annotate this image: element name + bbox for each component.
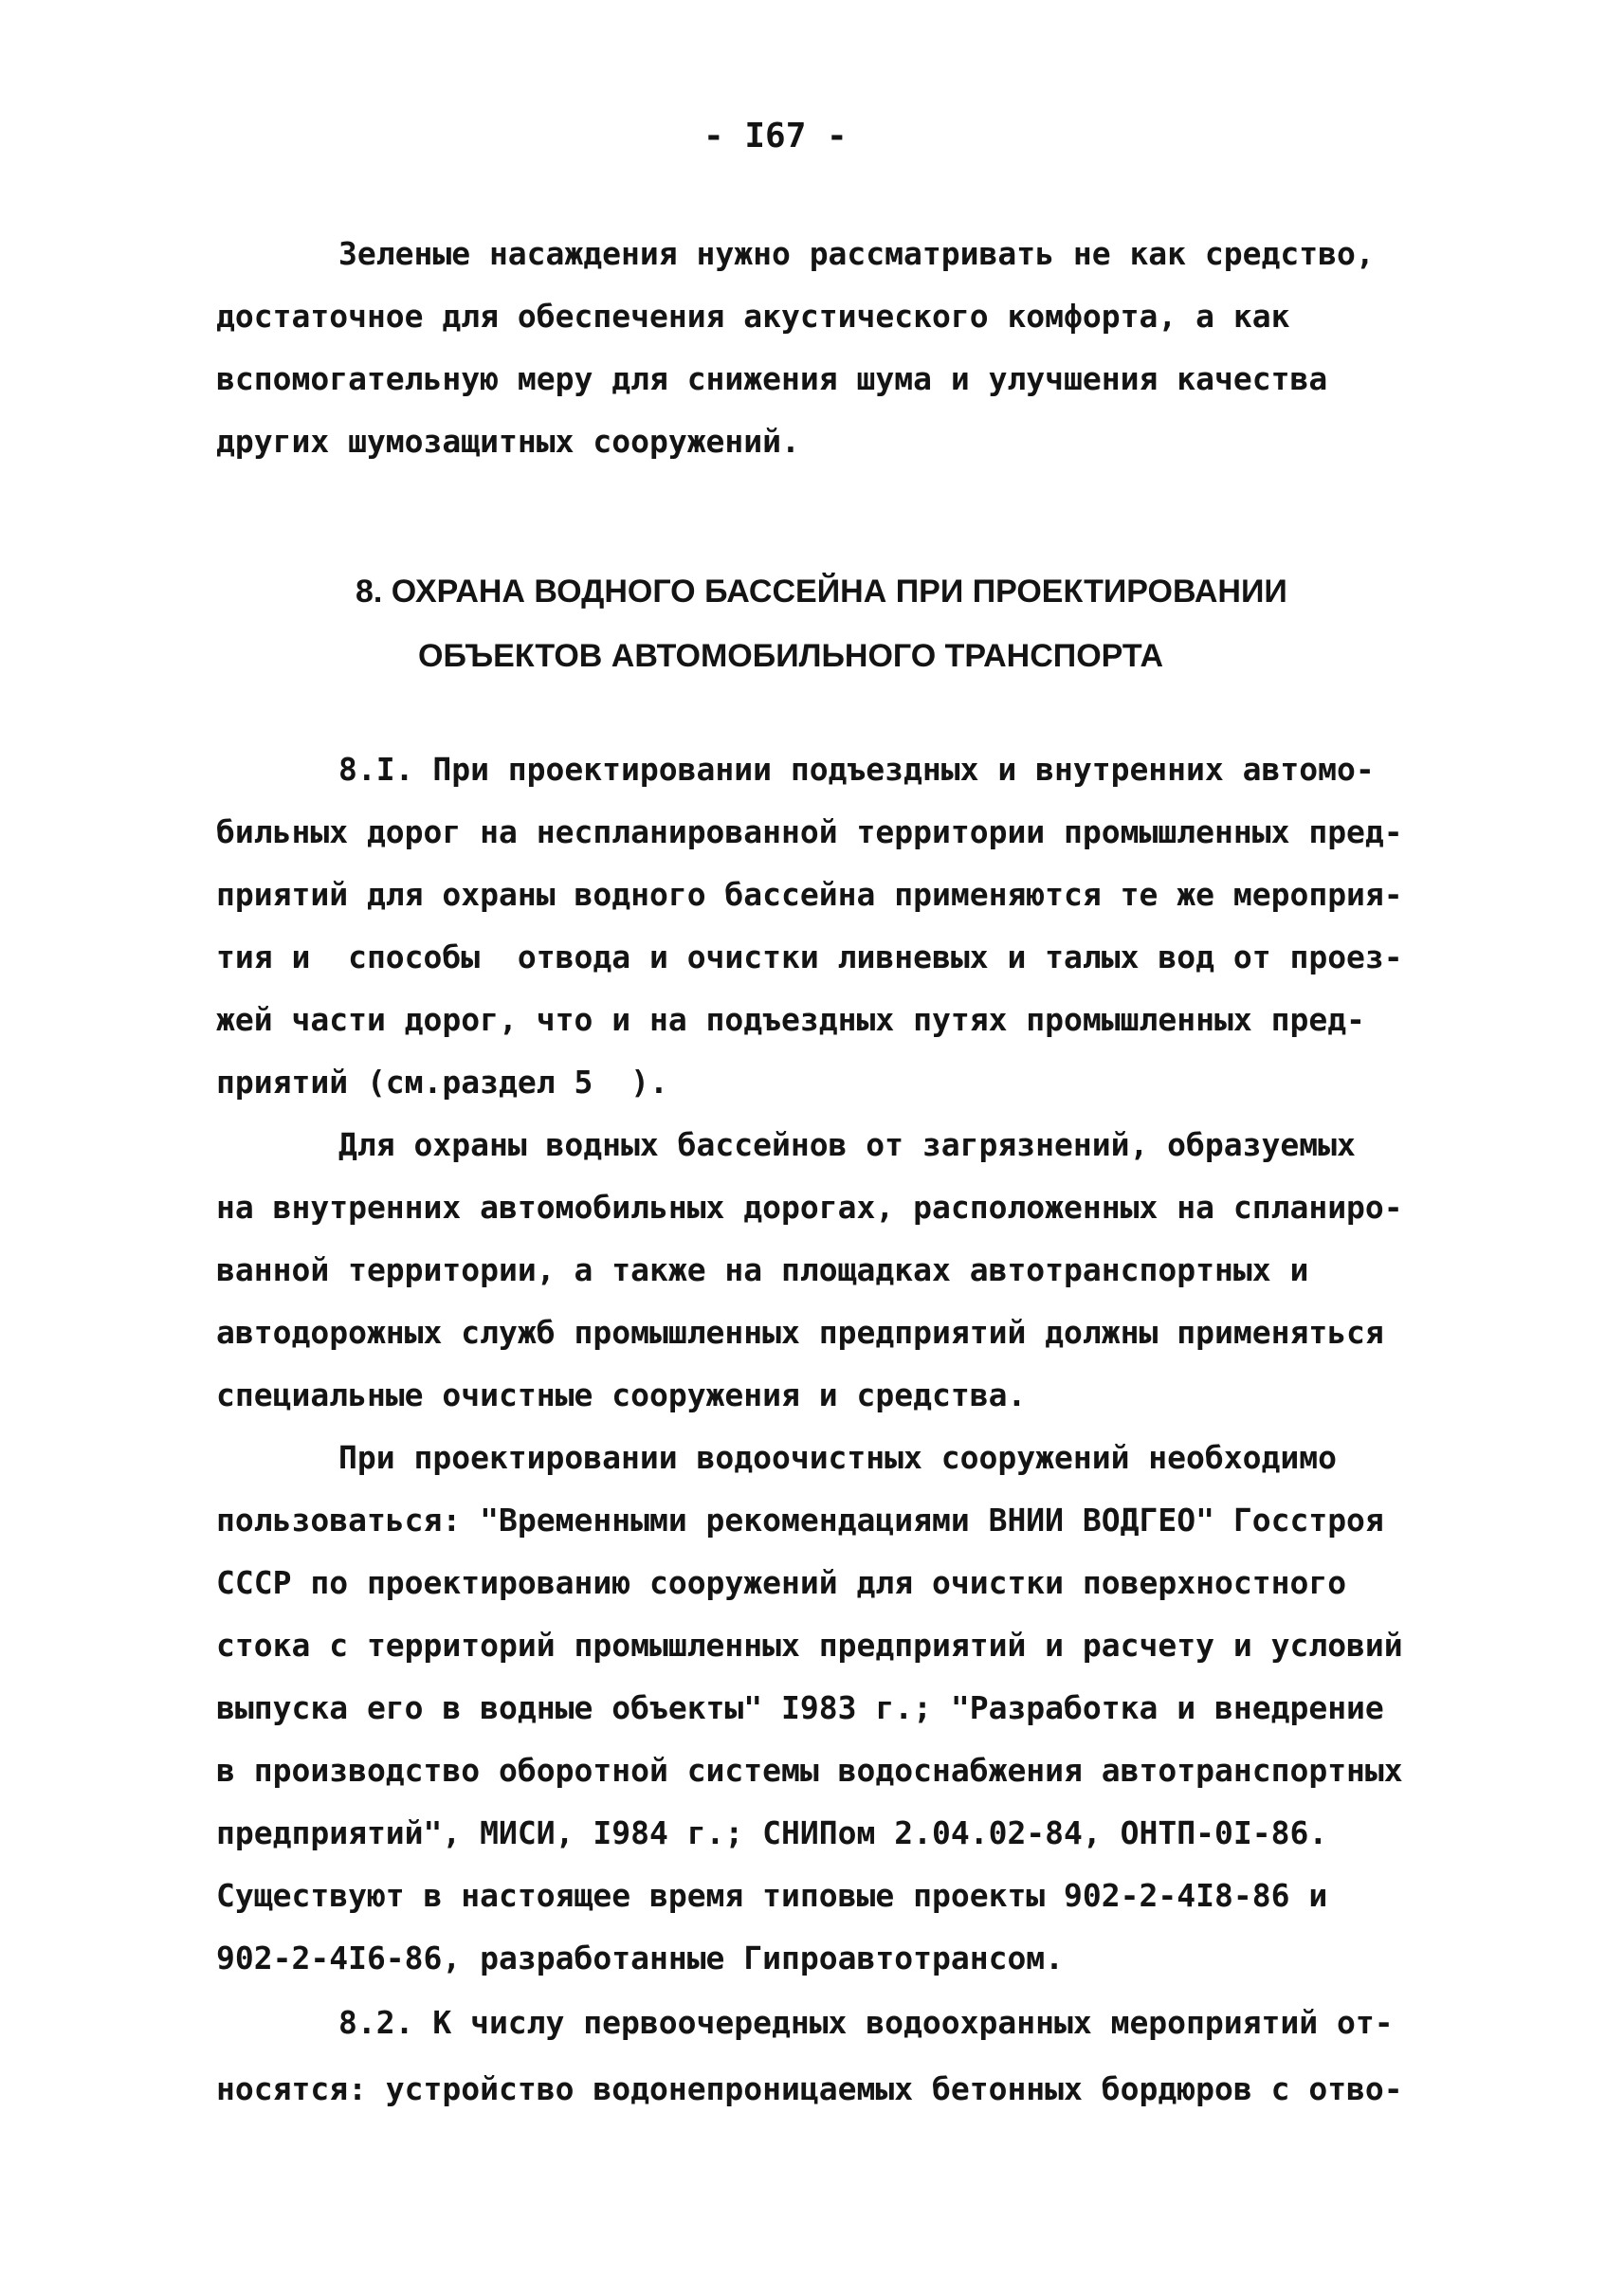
- para-design-line: в производство оборотной системы водоснабжения автотранспортных: [216, 1752, 1403, 1789]
- section-heading-line: ОБЪЕКТОВ АВТОМОБИЛЬНОГО ТРАНСПОРТА: [418, 638, 1164, 674]
- intro-line: достаточное для обеспечения акустического комфорта, а как: [216, 298, 1290, 335]
- intro-line: Зеленые насаждения нужно рассматривать не как средство,: [338, 235, 1375, 272]
- para-protection-line: Для охраны водных бассейнов от загрязнений, образуемых: [338, 1126, 1356, 1163]
- intro-line: вспомогательную меру для снижения шума и улучшения качества: [216, 360, 1328, 397]
- para-8-1-line: жей части дорог, что и на подъездных путях промышленных пред-: [216, 1001, 1365, 1038]
- para-protection-line: на внутренних автомобильных дорогах, расположенных на спланиро-: [216, 1189, 1403, 1226]
- page-number: - I67 -: [703, 117, 848, 155]
- para-design-line: пользоваться: "Временными рекомендациями ВНИИ ВОДГЕО" Госстроя: [216, 1502, 1384, 1539]
- para-8-1-line: приятий (см.раздел 5 ).: [216, 1064, 668, 1101]
- para-protection-line: специальные очистные сооружения и средства.: [216, 1376, 1027, 1413]
- para-design-line: СССР по проектированию сооружений для очистки поверхностного: [216, 1564, 1347, 1601]
- section-heading-line: 8. ОХРАНА ВОДНОГО БАССЕЙНА ПРИ ПРОЕКТИРОВАНИИ: [356, 574, 1287, 610]
- para-8-1-line: тия и способы отвода и очистки ливневых и талых вод от проез-: [216, 938, 1403, 975]
- para-design-line: выпуска его в водные объекты" I983 г.; "Разработка и внедрение: [216, 1689, 1384, 1726]
- para-design-line: При проектировании водоочистных сооружений необходимо: [338, 1439, 1337, 1476]
- para-8-2-line: 8.2. К числу первоочередных водоохранных мероприятий от-: [338, 2004, 1394, 2041]
- para-design-line: стока с территорий промышленных предприятий и расчету и условий: [216, 1627, 1403, 1664]
- para-protection-line: ванной территории, а также на площадках автотранспортных и: [216, 1251, 1309, 1288]
- para-8-1-line: 8.I. При проектировании подъездных и внутренних автомо-: [338, 751, 1375, 788]
- para-protection-line: автодорожных служб промышленных предприятий должны применяться: [216, 1314, 1384, 1351]
- para-8-1-line: бильных дорог на неспланированной территории промышленных пред-: [216, 813, 1403, 850]
- intro-line: других шумозащитных сооружений.: [216, 423, 800, 460]
- para-design-line: предприятий", МИСИ, I984 г.; СНИПом 2.04.02-84, ОНТП-0I-86.: [216, 1814, 1328, 1851]
- para-design-line: 902-2-4I6-86, разработанные Гипроавтотрансом.: [216, 1940, 1065, 1976]
- para-design-line: Существуют в настоящее время типовые проекты 902-2-4I8-86 и: [216, 1877, 1328, 1914]
- para-8-2-line: носятся: устройство водонепроницаемых бетонных бордюров с отво-: [216, 2070, 1403, 2107]
- para-8-1-line: приятий для охраны водного бассейна применяются те же мероприя-: [216, 876, 1403, 913]
